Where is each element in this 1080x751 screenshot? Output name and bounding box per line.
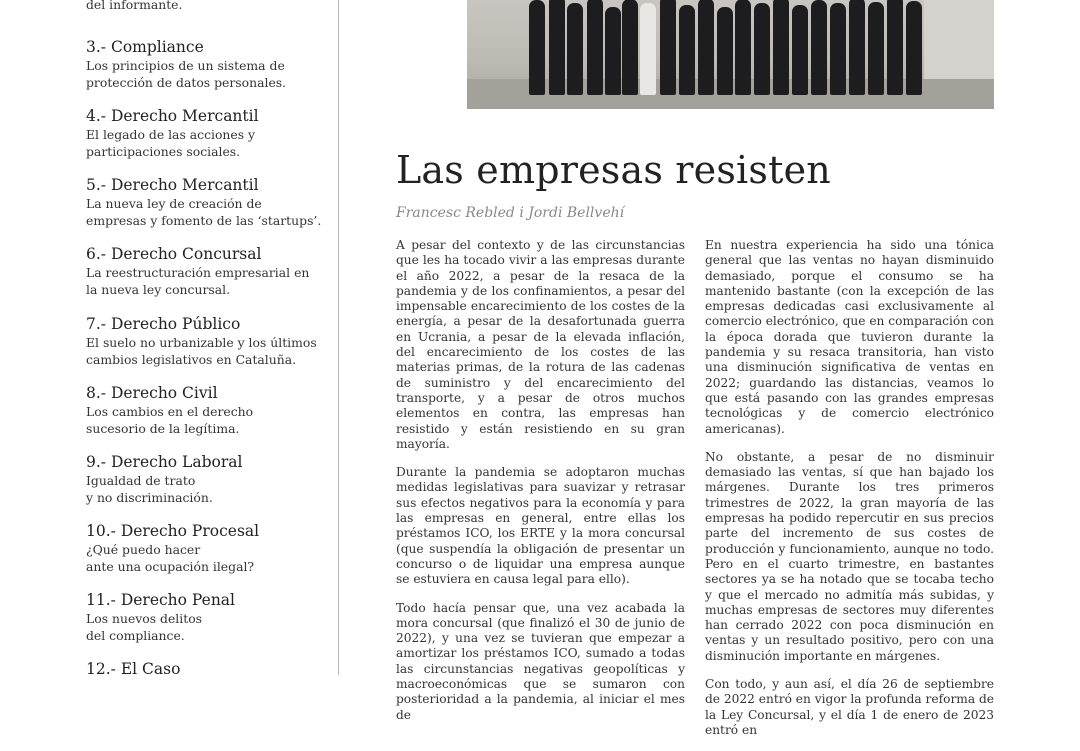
toc-item-title: 10.- Derecho Procesal: [86, 522, 260, 540]
toc-item-desc: El suelo no urbanizable y los últimos cambios legislativos en Cataluña.: [86, 335, 317, 367]
photo-person: [811, 0, 827, 95]
photo-person: [906, 1, 922, 95]
toc-item-11[interactable]: [86, 591, 336, 644]
toc-item-desc: del informante.: [86, 0, 183, 12]
table-of-contents: [0, 0, 338, 678]
toc-item-2[interactable]: [86, 0, 336, 13]
article-byline: Francesc Rebled i Jordi Bellvehí: [396, 205, 625, 221]
paragraph: En nuestra experiencia ha sido una tónica general que las ventas no hayan disminuido demasiado, porque el consumo se ha mantenido bastante (con la excepción de las empresas dedicadas casi exclusivamente al comercio electrónico, que en comparación con la época dorada que tuvieron durante la pandemia y su resaca transitoria, han visto una disminución significativa de ventas en 2022; guardando las distancias, veamos lo que está pasando con las grandes empresas tecnológicas y de comercio electrónico americanas).: [705, 238, 994, 436]
photo-person: [698, 0, 714, 95]
photo-person: [605, 7, 621, 95]
article-column-2: [705, 238, 994, 751]
toc-item-title: 9.- Derecho Laboral: [86, 453, 243, 471]
toc-item-title: 12.- El Caso: [86, 660, 181, 678]
toc-item-3[interactable]: [86, 38, 336, 91]
toc-item-title: 8.- Derecho Civil: [86, 384, 218, 402]
photo-person: [529, 0, 545, 95]
toc-item-9[interactable]: [86, 453, 336, 506]
toc-item-desc: Igualdad de trato y no discriminación.: [86, 473, 213, 505]
photo-person: [679, 5, 695, 95]
photo-person: [622, 0, 638, 95]
photo-person: [549, 0, 565, 95]
photo-person: [792, 5, 808, 95]
toc-item-title: 3.- Compliance: [86, 38, 204, 56]
toc-item-desc: La reestructuración empresarial en la nueva ley concursal.: [86, 265, 310, 297]
photo-person: [868, 2, 884, 95]
photo-person: [640, 3, 656, 95]
photo-person: [849, 0, 865, 95]
toc-item-desc: ¿Qué puedo hacer ante una ocupación ilegal?: [86, 542, 255, 574]
paragraph: Durante la pandemia se adoptaron muchas medidas legislativas para suavizar y retrasar sus efectos negativos para la economía y para las empresas en general, entre ellas los préstamos ICO, los ERTE y la mora concursal (que suspendía la obligación de presentar un concurso o de liquidar una empresa aunque se estuviera en causa legal para ello).: [396, 465, 685, 587]
paragraph: Con todo, y aun así, el día 26 de septiembre de 2022 entró en vigor la profunda reforma de la Ley Concursal, y el día 1 de enero de 2023 entró en: [705, 677, 994, 737]
toc-item-title: 6.- Derecho Concursal: [86, 245, 262, 263]
photo-person: [830, 3, 846, 95]
toc-item-title: 4.- Derecho Mercantil: [86, 107, 259, 125]
toc-item-8[interactable]: [86, 384, 336, 437]
article-column-1: [396, 238, 685, 736]
photo-person: [773, 0, 789, 95]
toc-item-title: 5.- Derecho Mercantil: [86, 176, 259, 194]
photo-person: [587, 0, 603, 95]
column-divider: [338, 0, 339, 675]
photo-person: [717, 7, 733, 95]
toc-item-title: 7.- Derecho Público: [86, 315, 241, 333]
toc-item-desc: Los nuevos delitos del compliance.: [86, 611, 203, 643]
toc-item-6[interactable]: [86, 245, 336, 298]
toc-item-title: 11.- Derecho Penal: [86, 591, 236, 609]
article-headline: Las empresas resisten: [396, 148, 831, 192]
toc-item-4[interactable]: [86, 107, 336, 160]
photo-person: [887, 0, 903, 95]
toc-item-desc: Los cambios en el derecho sucesorio de la legítima.: [86, 404, 254, 436]
toc-item-desc: Los principios de un sistema de protección de datos personales.: [86, 58, 287, 90]
toc-item-12[interactable]: [86, 660, 336, 679]
photo-person: [660, 0, 676, 95]
toc-item-10[interactable]: [86, 522, 336, 575]
toc-item-desc: El legado de las acciones y participaciones sociales.: [86, 127, 256, 159]
paragraph: Todo hacía pensar que, una vez acabada la mora concursal (que finalizó el 30 de junio de 2022), y una vez se tuvieran que empezar a amortizar los préstamos ICO, sumado a todas las circunstancias negativas geopolíticas y macroeconómicas que se sumaron con posterioridad a la pandemia, al iniciar el mes de: [396, 600, 685, 722]
toc-item-7[interactable]: [86, 315, 336, 368]
photo-person: [735, 0, 751, 95]
toc-item-5[interactable]: [86, 176, 336, 229]
photo-person: [567, 3, 583, 95]
group-photo: [467, 0, 994, 109]
toc-item-desc: La nueva ley de creación de empresas y fomento de las ‘startups’.: [86, 196, 322, 228]
paragraph: No obstante, a pesar de no disminuir demasiado las ventas, sí que han bajado los márgenes. Durante los tres primeros trimestres de 2022, la gran mayoría de las empresas ha podido repercutir en sus precios parte del incremento de sus costes de producción y funcionamiento, aunque no todo. Pero en el cuarto trimestre, en bastantes sectores ya se ha notado que se tocaba techo y que el mercado no admitía más subidas, y muchas empresas de sectores muy diferentes han cerrado 2022 con poca disminución en ventas y un resultado positivo, pero con una disminución importante en márgenes.: [705, 449, 994, 663]
paragraph: A pesar del contexto y de las circunstancias que les ha tocado vivir a las empresas durante el año 2022, a pesar de la resaca de la pandemia y de los confinamientos, a pesar del impensable encarecimiento de los costes de la energía, a pesar de la desafortunada guerra en Ucrania, a pesar de la elevada inflación, del encarecimiento de los costes de las materias primas, de la rotura de las cadenas de suministro y del encarecimiento del transporte, y a pesar de otros muchos elementos en contra, las empresas han resistido y están resistiendo en su gran mayoría.: [396, 238, 685, 451]
photo-person: [754, 3, 770, 95]
